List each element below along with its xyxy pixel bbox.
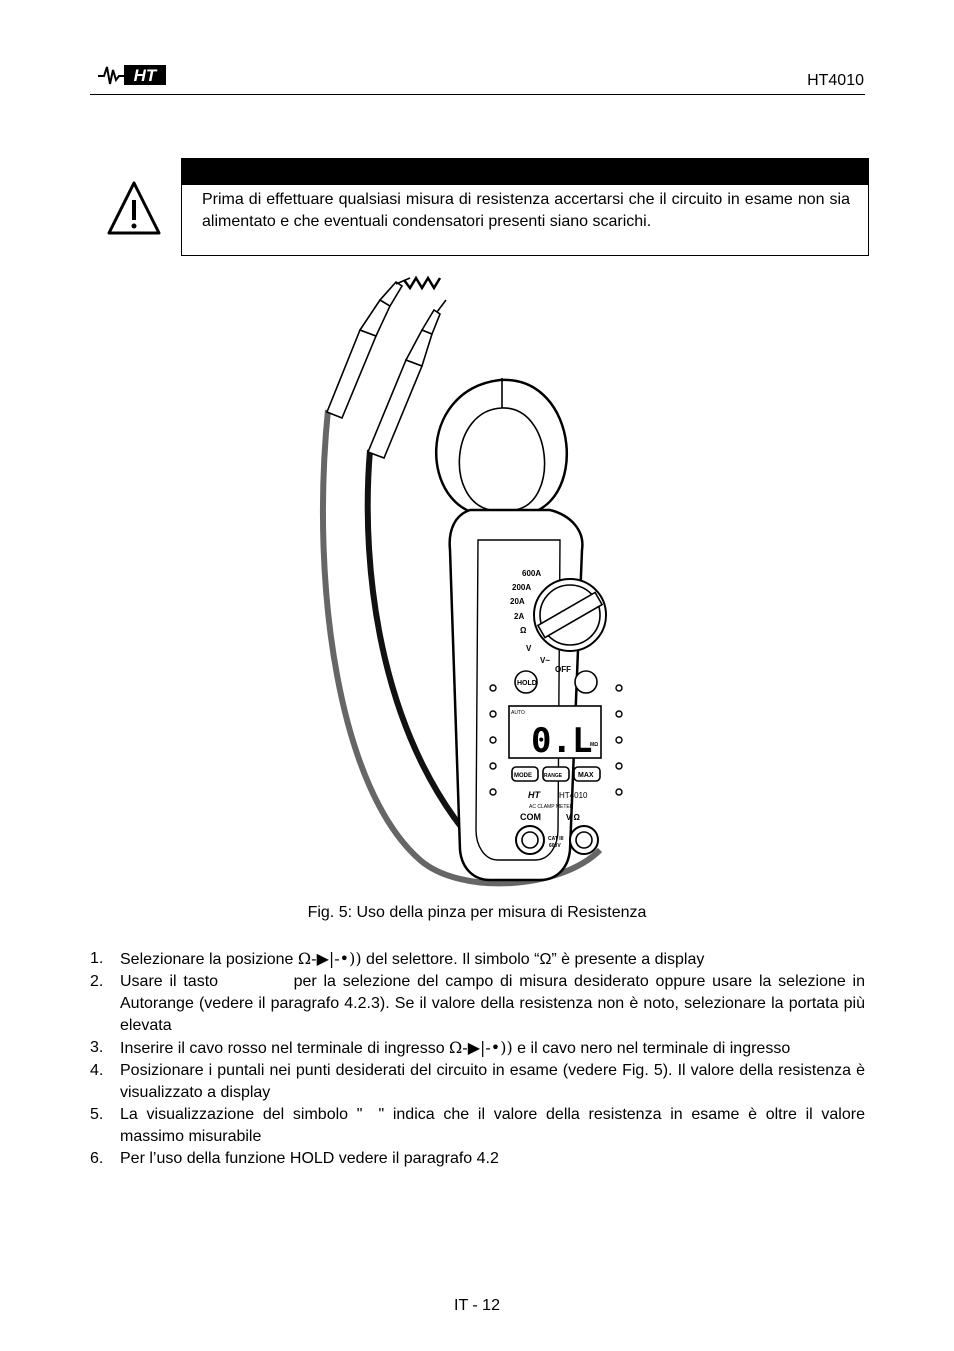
device-model: HT4010 — [559, 791, 588, 800]
cat-label: CAT III — [548, 836, 564, 842]
max-button: MAX — [578, 772, 594, 779]
ohm-label: Ω — [520, 626, 527, 635]
ht-logo — [96, 62, 170, 88]
step-text: Per l’uso della funzione HOLD vedere il paragrafo 4.2 — [120, 1150, 499, 1167]
range-200a-label: 200A — [512, 583, 532, 592]
page-number: IT - 12 — [454, 1297, 500, 1314]
step-text: del selettore. Il simbolo “Ω” è presente a display — [361, 951, 705, 968]
step-text: La visualizzazione del simbolo " — [120, 1106, 363, 1123]
step-text: per la selezione del campo di misura desiderato oppure usare la selezione in Autorange (vedere il paragrafo 4.2.3). Se il valore della resistenza non è noto, selezionare la portata più elevata — [120, 973, 866, 1034]
step-item — [90, 1104, 865, 1148]
vdc-label: V — [526, 644, 532, 653]
step-number: 3. — [90, 1039, 104, 1056]
ohm-diode-buzzer-symbol: Ω-▶|-•)) — [297, 949, 362, 968]
logo-text: HT — [133, 66, 157, 85]
device-brand: HT — [528, 790, 540, 800]
cat-voltage-label: 600V — [549, 843, 561, 849]
step-item — [90, 948, 865, 971]
lcd-unit: MΩ — [590, 742, 599, 748]
step-item — [90, 1037, 865, 1060]
step-number: 4. — [90, 1062, 104, 1079]
step-text: e il cavo nero nel terminale di ingresso — [512, 1040, 791, 1057]
clamp-meter-illustration — [300, 270, 660, 910]
step-number: 6. — [90, 1150, 104, 1167]
range-2a-label: 2A — [514, 612, 525, 621]
step-item — [90, 1060, 865, 1104]
step-item — [90, 971, 865, 1037]
com-label: COM — [520, 812, 541, 822]
range-button: RANGE — [544, 773, 563, 779]
step-number: 1. — [90, 950, 104, 967]
step-text: Posizionare i puntali nei punti desiderati del circuito in esame (vedere Fig. 5). Il valore della resistenza è visualizzato a display — [120, 1062, 865, 1101]
ohm-diode-buzzer-symbol: Ω-▶|-•)) — [449, 1038, 513, 1057]
auto-indicator: AUTO — [511, 710, 525, 716]
step-text: Usare il tasto — [120, 973, 225, 990]
v-terminal-label: V Ω — [566, 813, 580, 822]
range-20a-label: 20A — [510, 597, 525, 606]
device-subtitle: AC CLAMP METER — [529, 804, 574, 810]
step-item — [90, 1148, 865, 1170]
procedure-steps — [90, 948, 865, 1170]
model-name: HT4010 — [807, 72, 864, 89]
step-number: 5. — [90, 1106, 104, 1123]
header-divider — [90, 94, 865, 95]
mode-button: MODE — [514, 773, 532, 779]
warning-box — [181, 158, 869, 256]
lcd-value: 0.L — [531, 721, 593, 761]
step-text: Inserire il cavo rosso nel terminale di ingresso — [120, 1040, 450, 1057]
step-text: Selezionare la posizione — [120, 951, 298, 968]
range-600a-label: 600A — [522, 569, 542, 578]
vac-label: V~ — [540, 656, 551, 665]
off-label: OFF — [555, 665, 571, 674]
hold-button: HOLD — [517, 680, 537, 687]
warning-header-bar — [182, 159, 868, 185]
warning-text: Prima di effettuare qualsiasi misura di resistenza accertarsi che il circuito in esame non sia alimentato e che eventuali condensatori presenti siano scarichi. — [202, 191, 850, 230]
step-number: 2. — [90, 973, 104, 990]
step-text: " indica che il valore della resistenza in esame è oltre il valore massimo misurabile — [120, 1106, 865, 1145]
warning-triangle-icon — [106, 180, 162, 236]
figure-caption: Fig. 5: Uso della pinza per misura di Resistenza — [307, 904, 647, 921]
